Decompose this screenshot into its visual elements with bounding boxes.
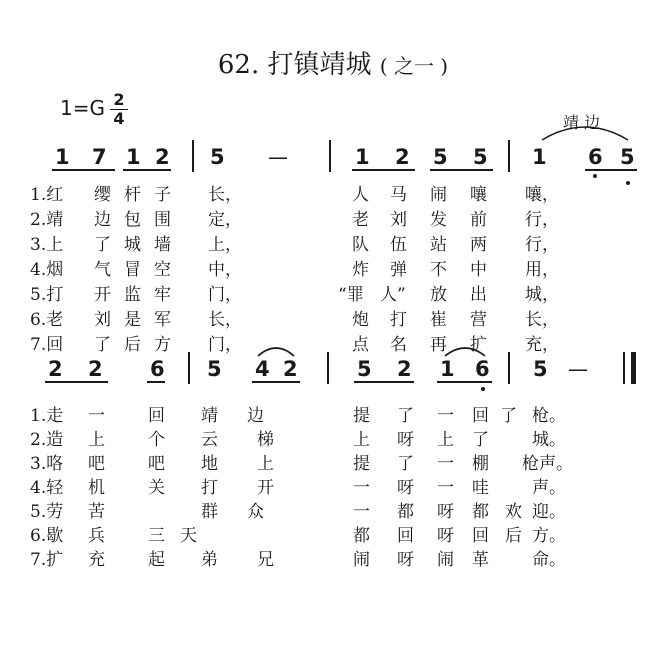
key-signature: 1=G: [60, 96, 105, 120]
note: 5: [620, 145, 635, 169]
lyric: 军: [154, 310, 171, 330]
lyric: 放: [430, 285, 447, 305]
lyric: 枪声。: [522, 454, 573, 474]
lyric: 人: [352, 185, 369, 205]
lyric: 关: [148, 478, 165, 498]
lyric: 城，: [525, 285, 559, 305]
lyric: 牢: [154, 285, 171, 305]
lyric: 空: [154, 260, 171, 280]
note: 6: [150, 357, 165, 381]
lyric: 都: [397, 502, 414, 522]
lyric: 一: [437, 406, 454, 426]
lyric: 打: [201, 478, 218, 498]
lyric: 呀: [397, 550, 414, 570]
lyric: 不: [430, 260, 447, 280]
lyric: 一: [437, 478, 454, 498]
lyric: 开: [257, 478, 274, 498]
note: 5: [473, 145, 488, 169]
low-octave-dot: [481, 387, 485, 391]
lyric: 地: [201, 454, 218, 474]
lyric: 5.打: [30, 285, 64, 305]
song-title-main: 62. 打镇靖城: [217, 50, 372, 80]
lyric: 打: [390, 310, 407, 330]
lyric: 回: [472, 526, 489, 546]
lyric: 闹: [437, 550, 454, 570]
final-barline-thick: [631, 352, 636, 384]
lyric: 上: [88, 430, 105, 450]
barline: [508, 352, 510, 384]
lyric: 吧: [88, 454, 105, 474]
beam: [123, 169, 171, 171]
note: 6: [588, 145, 603, 169]
beam: [52, 169, 115, 171]
lyric: 3.咯: [30, 454, 64, 474]
slur: [256, 344, 296, 358]
lyric-above-staff: 靖 边: [563, 113, 601, 132]
lyric: 长，: [208, 185, 242, 205]
song-title-sub: ( 之一 ): [379, 54, 449, 78]
lyric: 三: [148, 526, 165, 546]
lyric: 革: [472, 550, 489, 570]
barline: [329, 140, 331, 172]
dash: —: [268, 145, 288, 169]
lyric: 监: [124, 285, 141, 305]
lyric: 充，: [525, 335, 559, 355]
beam: [585, 169, 637, 171]
lyric: 墙: [154, 235, 171, 255]
lyric: 了: [94, 235, 111, 255]
lyric: 回: [472, 406, 489, 426]
lyric: 起: [148, 550, 165, 570]
lyric: 机: [88, 478, 105, 498]
lyric: 命。: [532, 550, 566, 570]
lyric: 再: [430, 335, 447, 355]
lyric: 长，: [525, 310, 559, 330]
lyric: 苦: [88, 502, 105, 522]
lyric: 1.走: [30, 406, 64, 426]
lyric: 天: [180, 526, 197, 546]
lyric: 靖: [201, 406, 218, 426]
lyric: 扩: [470, 335, 487, 355]
note: 2: [48, 357, 63, 381]
slur: [540, 120, 630, 142]
lyric: 兄: [257, 550, 274, 570]
lyric: 回: [148, 406, 165, 426]
lyric: 了: [397, 454, 414, 474]
lyric: 开: [94, 285, 111, 305]
beam: [147, 381, 165, 383]
lyric: 了: [94, 335, 111, 355]
note: 5: [533, 357, 548, 381]
lyric: 崔: [430, 310, 447, 330]
lyric: 发: [430, 210, 447, 230]
lyric: 是: [124, 310, 141, 330]
lyric: 呀: [397, 478, 414, 498]
beam: [45, 381, 108, 383]
lyric: 后: [124, 335, 141, 355]
lyric: 点: [352, 335, 369, 355]
low-octave-dot: [593, 174, 597, 178]
lyric: 一: [88, 406, 105, 426]
lyric: 冒: [124, 260, 141, 280]
lyric: 一: [437, 454, 454, 474]
lyric: 行，: [525, 235, 559, 255]
note: 5: [207, 357, 222, 381]
lyric: 长，: [208, 310, 242, 330]
lyric: 刘: [94, 310, 111, 330]
lyric: 方: [154, 335, 171, 355]
beam: [252, 381, 300, 383]
lyric: 弟: [201, 550, 218, 570]
lyric: 行，: [525, 210, 559, 230]
note: 1: [55, 145, 70, 169]
lyric: 2.造: [30, 430, 64, 450]
lyric: 方。: [532, 526, 566, 546]
lyric: 个: [148, 430, 165, 450]
lyric: 都: [472, 502, 489, 522]
lyric: 上，: [208, 235, 242, 255]
lyric: 炮: [352, 310, 369, 330]
time-signature-top: 2: [113, 90, 125, 109]
lyric: 哇: [472, 478, 489, 498]
lyric: 门，: [208, 335, 242, 355]
lyric: 刘: [390, 210, 407, 230]
lyric: 回: [397, 526, 414, 546]
lyric: 兵: [88, 526, 105, 546]
dash: —: [568, 357, 588, 381]
time-signature: [110, 92, 128, 127]
lyric: 伍: [390, 235, 407, 255]
note: 2: [283, 357, 298, 381]
lyric: 弹: [390, 260, 407, 280]
lyric: 棚: [472, 454, 489, 474]
note: 7: [92, 145, 107, 169]
lyric: 出: [470, 285, 487, 305]
lyric: 众: [247, 502, 264, 522]
lyric: 闹: [353, 550, 370, 570]
lyric: 定，: [208, 210, 242, 230]
lyric: 城。: [532, 430, 566, 450]
lyric: 边: [94, 210, 111, 230]
barline: [192, 140, 194, 172]
time-signature-bottom: 4: [113, 109, 125, 128]
lyric: 吧: [148, 454, 165, 474]
lyric: 用，: [525, 260, 559, 280]
lyric: 杆: [124, 185, 141, 205]
lyric: 2.靖: [30, 210, 64, 230]
lyric: 嚷，: [525, 185, 559, 205]
song-title: [0, 44, 666, 81]
lyric: 两: [470, 235, 487, 255]
lyric: “罪: [338, 285, 364, 305]
lyric: 7.回: [30, 335, 64, 355]
lyric: 枪。: [532, 406, 566, 426]
lyric: 城: [124, 235, 141, 255]
beam: [352, 169, 415, 171]
lyric: 门，: [208, 285, 242, 305]
lyric: 了: [472, 430, 489, 450]
lyric: 呀: [437, 502, 454, 522]
note: 1: [440, 357, 455, 381]
lyric: 迎。: [532, 502, 566, 522]
lyric: 人”: [380, 285, 406, 305]
note: 2: [88, 357, 103, 381]
lyric: 嚷: [470, 185, 487, 205]
lyric: 上: [257, 454, 274, 474]
barline: [188, 352, 190, 384]
lyric: 1.红: [30, 185, 64, 205]
lyric: 都: [353, 526, 370, 546]
note: 2: [395, 145, 410, 169]
slur: [443, 344, 487, 358]
beam: [437, 381, 492, 383]
note: 2: [397, 357, 412, 381]
lyric: 3.上: [30, 235, 64, 255]
lyric: 呀: [437, 526, 454, 546]
note: 2: [155, 145, 170, 169]
lyric: 了: [397, 406, 414, 426]
lyric: 前: [470, 210, 487, 230]
lyric: 梯: [257, 430, 274, 450]
lyric: 队: [352, 235, 369, 255]
lyric: 名: [390, 335, 407, 355]
barline: [327, 352, 329, 384]
lyric: 缨: [94, 185, 111, 205]
lyric: 闹: [430, 185, 447, 205]
lyric: 云: [201, 430, 218, 450]
lyric: 充: [88, 550, 105, 570]
note: 6: [475, 357, 490, 381]
lyric: 老: [352, 210, 369, 230]
lyric: 呀: [397, 430, 414, 450]
final-barline-thin: [623, 352, 625, 384]
note: 5: [433, 145, 448, 169]
lyric: 营: [470, 310, 487, 330]
lyric: 马: [390, 185, 407, 205]
lyric: 欢: [505, 502, 522, 522]
note: 5: [357, 357, 372, 381]
lyric: 站: [430, 235, 447, 255]
low-octave-dot: [626, 181, 630, 185]
lyric: 炸: [352, 260, 369, 280]
lyric: 子: [154, 185, 171, 205]
lyric: 声。: [532, 478, 566, 498]
lyric: 4.烟: [30, 260, 64, 280]
beam: [430, 169, 493, 171]
lyric: 5.劳: [30, 502, 64, 522]
lyric: 中，: [208, 260, 242, 280]
lyric: 气: [94, 260, 111, 280]
lyric: 了: [500, 406, 517, 426]
lyric: 包: [124, 210, 141, 230]
lyric: 7.扩: [30, 550, 64, 570]
beam: [354, 381, 414, 383]
lyric: 提: [353, 406, 370, 426]
lyric: 群: [201, 502, 218, 522]
note: 1: [355, 145, 370, 169]
barline: [508, 140, 510, 172]
lyric: 一: [353, 478, 370, 498]
lyric: 4.轻: [30, 478, 64, 498]
note: 1: [126, 145, 141, 169]
lyric: 上: [437, 430, 454, 450]
lyric: 一: [353, 502, 370, 522]
lyric: 6.歇: [30, 526, 64, 546]
lyric: 6.老: [30, 310, 64, 330]
lyric: 中: [470, 260, 487, 280]
lyric: 后: [505, 526, 522, 546]
note: 4: [255, 357, 270, 381]
lyric: 提: [353, 454, 370, 474]
note: 1: [532, 145, 547, 169]
lyric: 围: [154, 210, 171, 230]
lyric: 边: [247, 406, 264, 426]
lyric: 上: [353, 430, 370, 450]
note: 5: [210, 145, 225, 169]
